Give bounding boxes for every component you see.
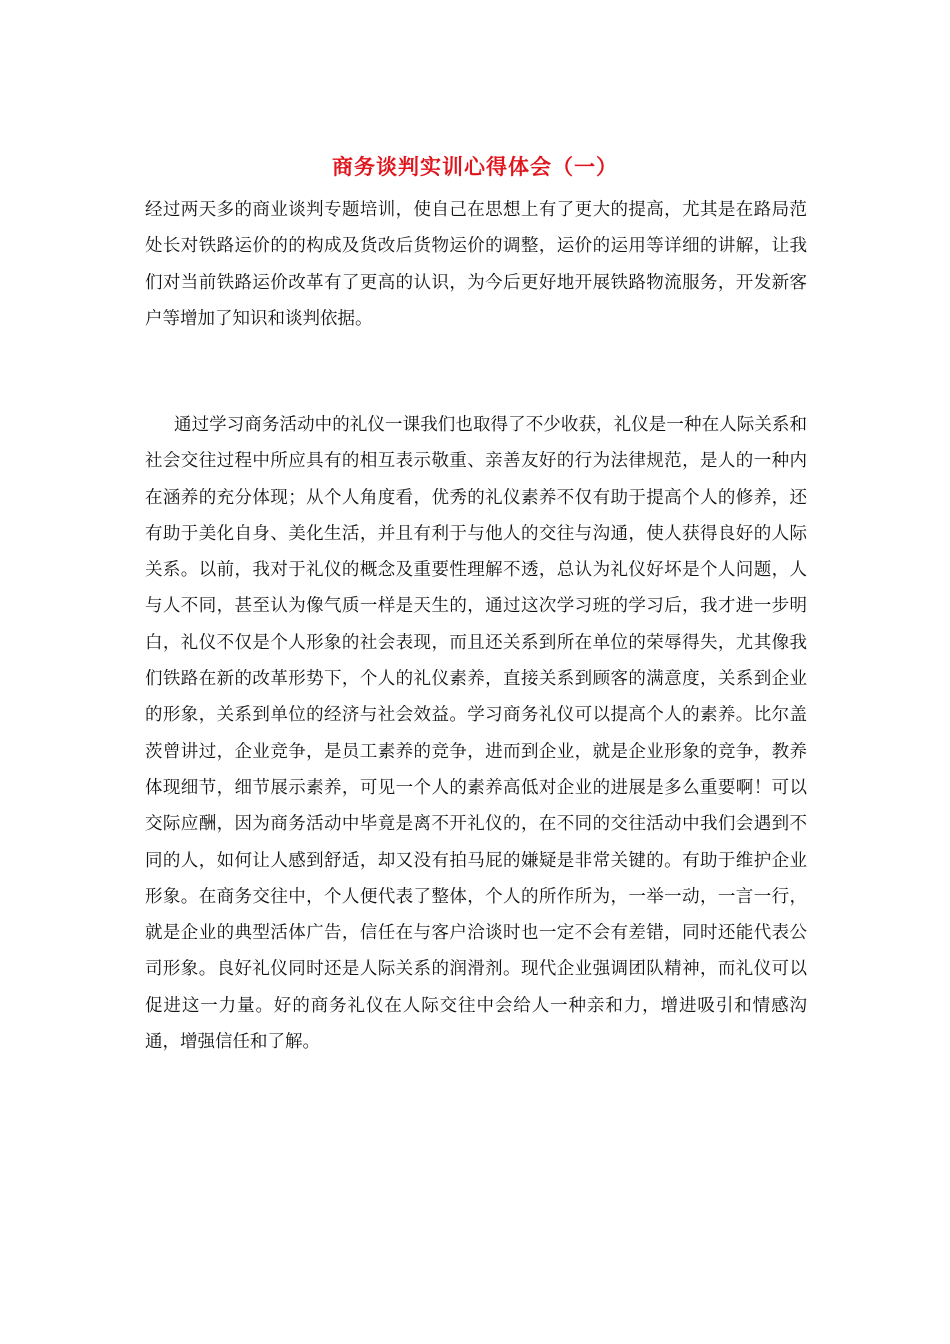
document-title: 商务谈判实训心得体会（一） bbox=[332, 154, 618, 179]
paragraph-intro: 经过两天多的商业谈判专题培训，使自己在思想上有了更大的提高，尤其是在路局范处长对铁路运价的的构成及货改后货物运价的调整，运价的运用等详细的讲解，让我们对当前铁路运价改革有了更高的认识，为今后更好地开展铁路物流服务，开发新客户等增加了知识和谈判依据。 bbox=[145, 200, 807, 329]
paragraph-etiquette: 通过学习商务活动中的礼仪一课我们也取得了不少收获，礼仪是一种在人际关系和社会交往过程中所应具有的相互表示敬重、亲善友好的行为法律规范，是人的一种内在涵养的充分体现；从个人角度看，优秀的礼仪素养不仅有助于提高个人的修养，还有助于美化自身、美化生活，并且有利于与他人的交往与沟通，使人获得良好的人际关系。以前，我对于礼仪的概念及重要性理解不透，总认为礼仪好坏是个人问题，人与人不同，甚至认为像气质一样是天生的，通过这次学习班的学习后，我才进一步明白，礼仪不仅是个人形象的社会表现，而且还关系到所在单位的荣辱得失，尤其像我们铁路在新的改革形势下，个人的礼仪素养，直接关系到顾客的满意度，关系到企业的形象，关系到单位的经济与社会效益。学习商务礼仪可以提高个人的素养。比尔盖茨曾讲过，企业竞争，是员工素养的竞争，进而到企业，就是企业形象的竞争，教养体现细节，细节展示素养，可见一个人的素养高低对企业的进展是多么重要啊！可以交际应酬，因为商务活动中毕竟是离不开礼仪的，在不同的交往活动中我们会遇到不同的人，如何让人感到舒适，却又没有拍马屁的嫌疑是非常关键的。有助于维护企业形象。在商务交往中，个人便代表了整体，个人的所作所为，一举一动，一言一行，就是企业的典型活体广告，信任在与客户洽谈时也一定不会有差错，同时还能代表公司形象。良好礼仪同时还是人际关系的润滑剂。现代企业强调团队精神，而礼仪可以促进这一力量。好的商务礼仪在人际交往中会给人一种亲和力，增进吸引和情感沟通，增强信任和了解。 bbox=[145, 415, 807, 1053]
